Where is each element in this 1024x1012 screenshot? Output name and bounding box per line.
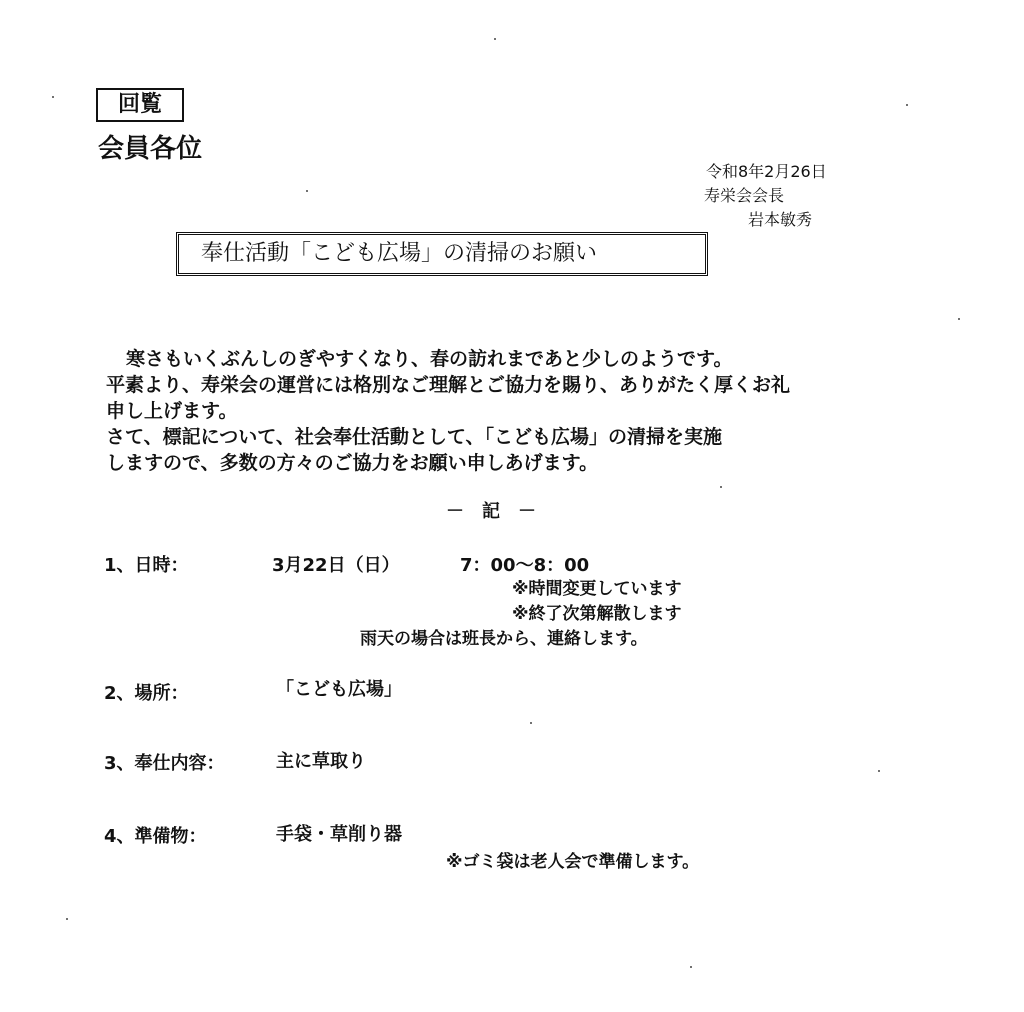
scan-speck xyxy=(690,966,692,968)
document-title: 奉仕活動「こども広場」の清掃のお願い xyxy=(176,232,708,276)
item-content-label: 3、奉仕内容： xyxy=(104,753,225,774)
issue-date: 令和8年2月26日 xyxy=(706,162,827,181)
item-place-value: 「こども広場」 xyxy=(276,679,402,700)
ki-heading: － 記 － xyxy=(446,501,536,522)
scan-speck xyxy=(720,486,722,488)
scan-speck xyxy=(530,722,532,724)
body-line: 寒さもいくぶんしのぎやすくなり、春の訪れまであと少しのようです。 xyxy=(126,348,733,370)
body-line: しますので、多数の方々のご協力をお願い申しあげます。 xyxy=(106,452,599,474)
body-line: 平素より、寿栄会の運営には格別なご理解とご協力を賜り、ありがたく厚くお礼 xyxy=(106,374,791,396)
body-line: さて、標記について、社会奉仕活動として、「こども広場」の清掃を実施 xyxy=(106,426,722,448)
scan-speck xyxy=(494,38,496,40)
circulation-stamp: 回覧 xyxy=(96,88,184,122)
scan-speck xyxy=(878,770,880,772)
item-supplies-note: ※ゴミ袋は老人会で準備します。 xyxy=(446,852,700,872)
body-paragraph xyxy=(106,346,790,476)
scan-speck xyxy=(52,96,54,98)
scan-speck xyxy=(906,104,908,106)
sender-organization: 寿栄会会長 xyxy=(704,186,785,205)
item-supplies-label: 4、準備物： xyxy=(104,826,207,847)
scan-speck xyxy=(66,918,68,920)
addressee: 会員各位 xyxy=(98,134,203,164)
item-place-label: 2、場所： xyxy=(104,683,189,704)
scan-speck xyxy=(306,190,308,192)
item-datetime-note-rain: 雨天の場合は班長から、連絡します。 xyxy=(360,629,648,649)
body-line: 申し上げます。 xyxy=(106,400,238,422)
item-content-value: 主に草取り xyxy=(276,751,366,772)
item-supplies-value: 手袋・草削り器 xyxy=(276,824,402,845)
scan-speck xyxy=(958,318,960,320)
item-datetime-note-dismissal: ※終了次第解散します xyxy=(512,604,682,624)
item-datetime-label: 1、日時： xyxy=(104,555,189,576)
sender-name: 岩本敏秀 xyxy=(748,210,813,229)
item-datetime-note-time-change: ※時間変更しています xyxy=(512,579,682,599)
item-datetime-date: 3月22日（日） xyxy=(272,555,400,576)
item-datetime-time: 7：00～8：00 xyxy=(460,555,590,576)
